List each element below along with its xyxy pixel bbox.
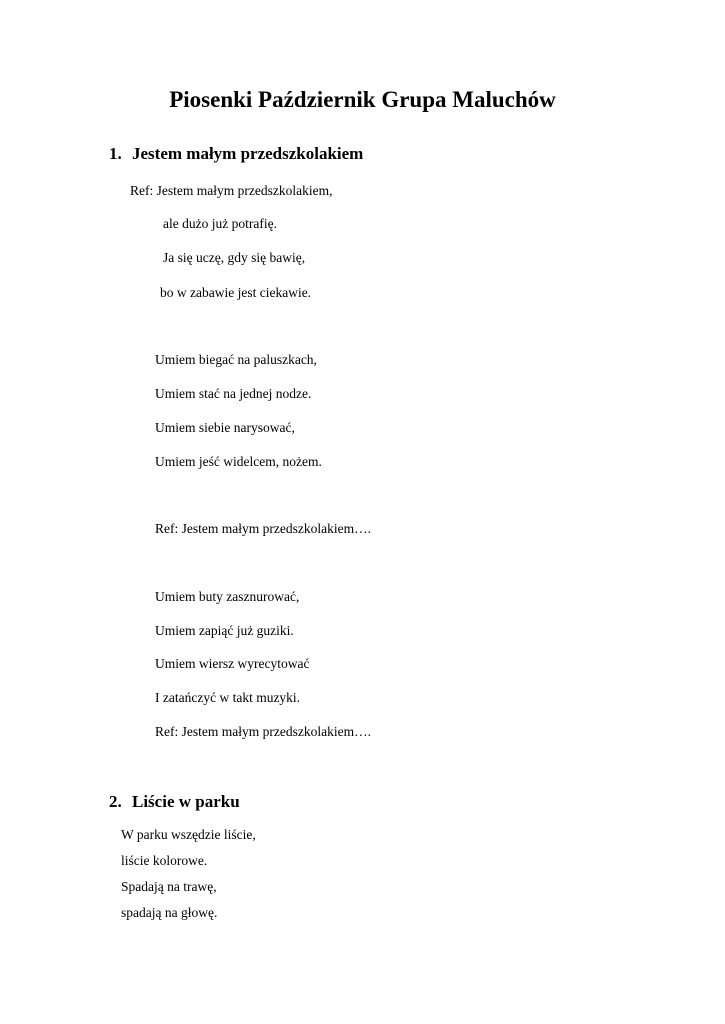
song-title: Liście w parku xyxy=(132,792,240,811)
song-title: Jestem małym przedszkolakiem xyxy=(132,144,364,163)
lyric-line: Ref: Jestem małym przedszkolakiem…. xyxy=(155,521,371,536)
lyric-line: spadają na głowę. xyxy=(121,905,218,920)
lyric-line: Spadają na trawę, xyxy=(121,879,217,894)
lyric-line: Umiem wiersz wyrecytować xyxy=(155,656,310,671)
lyric-line: bo w zabawie jest ciekawie. xyxy=(160,285,312,300)
lyric-line: Umiem biegać na paluszkach, xyxy=(155,352,317,367)
song-heading xyxy=(109,144,363,164)
lyric-line: W parku wszędzie liście, xyxy=(121,827,256,842)
lyric-line: Umiem jeść widelcem, nożem. xyxy=(155,454,322,469)
lyric-line: Umiem stać na jednej nodze. xyxy=(155,386,312,401)
song-number: 1. xyxy=(109,144,122,163)
lyric-line: Ref: Jestem małym przedszkolakiem…. xyxy=(155,724,371,739)
lyric-line: Umiem zapiąć już guziki. xyxy=(155,623,294,638)
lyric-line: Umiem buty zasznurować, xyxy=(155,589,300,604)
lyric-line: liście kolorowe. xyxy=(121,853,208,868)
lyric-line: Ja się uczę, gdy się bawię, xyxy=(163,250,306,265)
lyric-line: I zatańczyć w takt muzyki. xyxy=(155,690,301,705)
lyric-line: Ref: Jestem małym przedszkolakiem, xyxy=(130,183,333,198)
document-title: Piosenki Październik Grupa Maluchów xyxy=(169,87,556,112)
song-heading xyxy=(109,792,240,812)
lyric-line: ale dużo już potrafię. xyxy=(163,216,277,231)
lyric-line: Umiem siebie narysować, xyxy=(155,420,295,435)
song-number: 2. xyxy=(109,792,122,811)
